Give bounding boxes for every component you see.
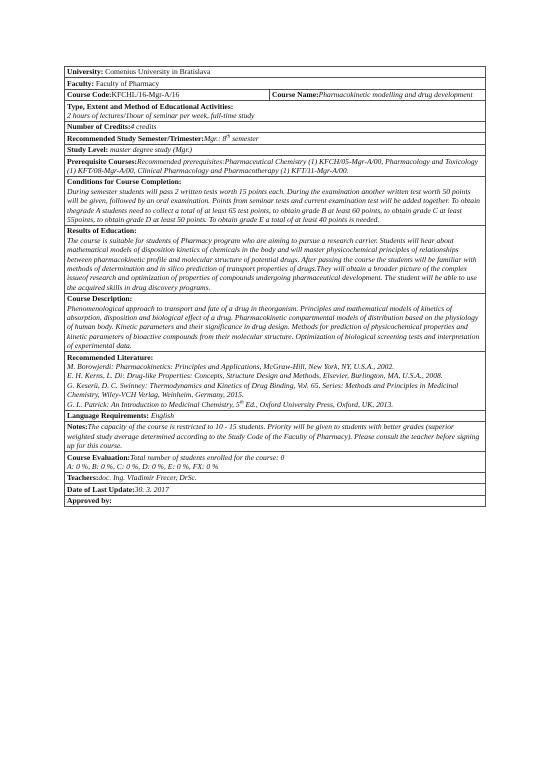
prerequisites-label: Prerequisite Courses:	[67, 156, 137, 166]
evaluation-row	[65, 452, 485, 473]
type-extent-row	[65, 101, 485, 122]
approved-label: Approved by:	[67, 496, 112, 506]
course-code-label: Course Code:	[67, 90, 112, 100]
language-label: Language Requirements:	[67, 411, 149, 421]
faculty-label: Faculty:	[67, 78, 94, 88]
language-value: English	[148, 411, 175, 421]
description-text: Phenomenological approach to transport and fate of a drug in theorganism. Principles and mathematical models of kinetics of absorption, disposition and biological effect of a drug. Pharmacokinetic compartmental models of distribution based on the physiology of human body. Kinetic parameters and their significance in drug design. Methods for prediction of physicochemical properties and kinetic parameters of bioactive compounds from their molecular structure. Optimization of biological screening tests and interpretation of experimental data.	[67, 303, 480, 351]
university-label: University:	[67, 67, 104, 77]
description-label: Course Description:	[67, 294, 133, 304]
study-level-row	[65, 145, 485, 156]
course-code-name-row	[65, 90, 485, 101]
study-level-value: master degree study (Mgr.)	[108, 145, 193, 155]
last-update-row	[65, 484, 485, 495]
results-row	[65, 226, 485, 294]
language-row	[65, 411, 485, 422]
results-text: The course is suitable for students of Pharmacy program who are aiming to pursue a research carrier. Students will hear about mathematical models of disposition kinetics of chemicals in the body and will master physicochemical principles of relationships between pharmacokinetic profile and molecular structure of potential drugs. After passing the course the students will be familiar with methods of determination and in silico prediction of transport properties of drugs.They will obtain a broader picture of the complex issueof research and optimization of properties of compounds undergoing pharmaceutical development. The student will be able to use the acquired skills in drug discovery programs.	[67, 235, 477, 292]
faculty-row	[65, 78, 485, 89]
semester-value-sup: th	[226, 134, 231, 140]
approved-row	[65, 496, 485, 506]
course-code-cell	[65, 90, 270, 100]
completion-row	[65, 177, 485, 226]
last-update-label: Date of Last Update:	[67, 484, 135, 494]
university-value: Comenius University in Bratislava	[103, 67, 211, 77]
teachers-value: doc. Ing. Vladimír Frecer, DrSc.	[98, 473, 197, 483]
semester-value-rest: semester	[230, 133, 259, 143]
credits-row	[65, 122, 485, 133]
credits-value: 4 credits	[130, 122, 157, 132]
literature-row	[65, 352, 485, 410]
course-name-label: Course Name:	[272, 90, 319, 100]
completion-text: During semester students will pass 2 written tests worth 15 points each. During the examination another written test worth 50 points will be given, followed by an oral examination. Points from seminar tests and current examination test will be added together. To obtain thegrade A students need to collect a total of at least 65 test points, to obtain grade B at least 60 points, to obtain grade C at least 55points, to obtain grade D at least 50 points. To obtain grade E a total of at least 40 points is needed.	[67, 186, 480, 224]
course-name-cell	[270, 90, 485, 100]
type-extent-value: 2 hours of lectures/1hour of seminar per week, full-time study	[67, 110, 255, 120]
semester-value	[204, 134, 259, 143]
evaluation-value: Total number of students enrolled for the course: 0	[130, 452, 285, 462]
evaluation-label: Course Evaluation:	[67, 452, 131, 462]
course-name-value: Pharmacokinetic modelling and drug development	[318, 90, 473, 100]
literature-item: M. Borowjerdi: Pharmacokinetics: Principles and Applications, McGraw-Hill, New York, NY, U.S.A., 2002.	[67, 362, 395, 371]
last-update-value: 30. 3. 2017	[134, 484, 169, 494]
literature-item-sup: th	[239, 400, 244, 406]
semester-value-main: Mgr.: 8	[203, 133, 227, 143]
type-extent-label: Type, Extent and Method of Educational Activities:	[67, 101, 234, 111]
semester-label: Recommended Study Semester/Trimester:	[67, 133, 204, 143]
teachers-row	[65, 473, 485, 484]
teachers-label: Teachers:	[67, 473, 99, 483]
university-row	[65, 67, 485, 78]
semester-row	[65, 133, 485, 144]
notes-label: Notes:	[67, 422, 88, 432]
evaluation-grades: A: 0 %, B: 0 %, C: 0 %, D: 0 %, E: 0 %, FX: 0 %	[67, 462, 219, 472]
description-row	[65, 294, 485, 352]
prerequisites-row	[65, 156, 485, 177]
literature-item: E. H. Kerns, L. Di: Drug-like Properties: Concepts, Structure Design and Methods, Elsevier, Burlington, MA, U.S.A., 2008.	[67, 371, 443, 381]
literature-item-main: G. L. Patrick: An Introduction to Medicinal Chemistry, 5	[67, 399, 240, 409]
literature-item: G. Keserü, D. C. Swinney: Thermodynamics and Kinetics of Drug Binding, Vol. 65, Series: Methods and Principles in Medicinal Chemistry, Wiley-VCH Verlag, Weinheim, Germany, 2015.	[67, 380, 459, 400]
notes-value: The capacity of the course is restricted to 10 - 15 students. Priority will be given to students with better grades (superior weighted study average determined according to the Study Code of the Faculty of Pharmacy). Please consult the teacher before signing up for this course.	[67, 422, 480, 451]
prerequisites-value: Recommended prerequisites:Pharmaceutical Chemistry (1) KFCH/05-Mgr-A/00, Pharmacology and Toxicology (1) KFT/08-Mgr-A/00, Clinical Pharmacology and Pharmacotherapy (1) KFT/11-Mgr-A/00.	[67, 156, 479, 175]
literature-item-rest: Ed., Oxford University Press, Oxford, UK, 2013.	[243, 399, 394, 409]
results-label: Results of Education:	[67, 226, 137, 236]
faculty-value: Faculty of Pharmacy	[94, 78, 160, 88]
notes-row	[65, 422, 485, 452]
study-level-label: Study Level:	[67, 145, 109, 155]
literature-item	[67, 400, 483, 409]
literature-label: Recommended Literature:	[67, 352, 154, 362]
course-code-value: KFCHL/16-Mgr-A/16	[111, 90, 180, 100]
completion-label: Conditions for Course Completion:	[67, 177, 182, 187]
course-information-sheet	[64, 66, 486, 507]
credits-label: Number of Credits:	[67, 122, 131, 132]
